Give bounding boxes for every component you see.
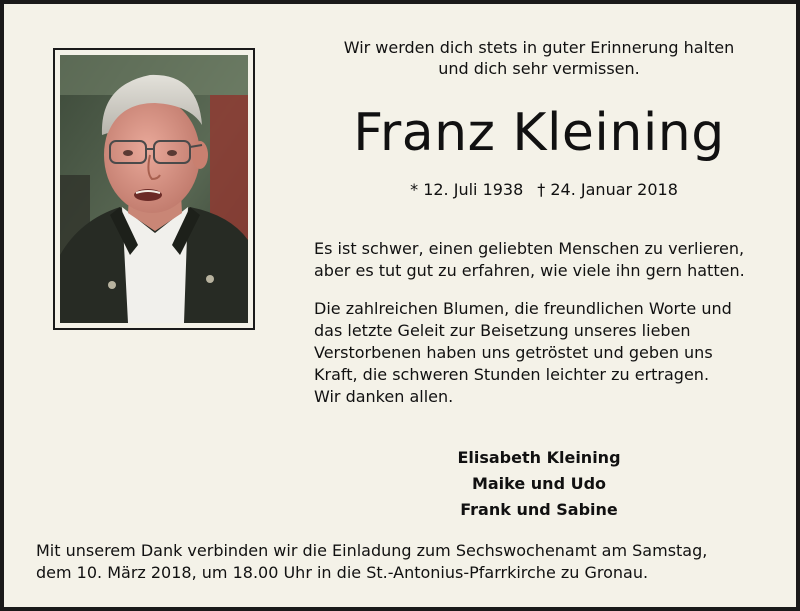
signer-name: Maike und Udo — [471, 474, 607, 493]
portrait-illustration — [60, 55, 248, 323]
text-line: dem 10. März 2018, um 18.00 Uhr in die St.-Antonius-Pfarrkirche zu Gronau. — [36, 563, 649, 582]
text-line: Verstorbenen haben uns getröstet und geben uns — [314, 343, 713, 362]
family-signatures — [404, 445, 674, 523]
signer-name: Frank und Sabine — [460, 500, 618, 519]
text-line: Die zahlreichen Blumen, die freundlichen Worte und — [314, 299, 732, 318]
quote-line-2: und dich sehr vermissen. — [438, 59, 640, 78]
text-line: das letzte Geleit zur Beisetzung unseres lieben — [314, 321, 691, 340]
paragraph-thanks — [314, 298, 778, 408]
birth-date: * 12. Juli 1938 — [410, 180, 524, 199]
portrait-photo — [60, 55, 248, 323]
portrait-frame — [53, 48, 255, 330]
deceased-name: Franz Kleining — [353, 103, 725, 163]
quote-line-1: Wir werden dich stets in guter Erinnerung halten — [343, 38, 735, 57]
text-line: Kraft, die schweren Stunden leichter zu ertragen. — [314, 365, 710, 384]
text-line: aber es tut gut zu erfahren, wie viele ihn gern hatten. — [314, 261, 745, 280]
paragraph-consolation — [314, 238, 778, 282]
text-line: Es ist schwer, einen geliebten Menschen zu verlieren, — [314, 239, 745, 258]
text-line: Wir danken allen. — [314, 387, 454, 406]
text-line: Mit unserem Dank verbinden wir die Einladung zum Sechswochenamt am Samstag, — [36, 541, 708, 560]
invitation-note — [36, 540, 776, 584]
signer-name: Elisabeth Kleining — [457, 448, 621, 467]
life-dates — [384, 179, 704, 201]
memorial-quote — [314, 37, 764, 79]
death-date: † 24. Januar 2018 — [537, 180, 678, 199]
